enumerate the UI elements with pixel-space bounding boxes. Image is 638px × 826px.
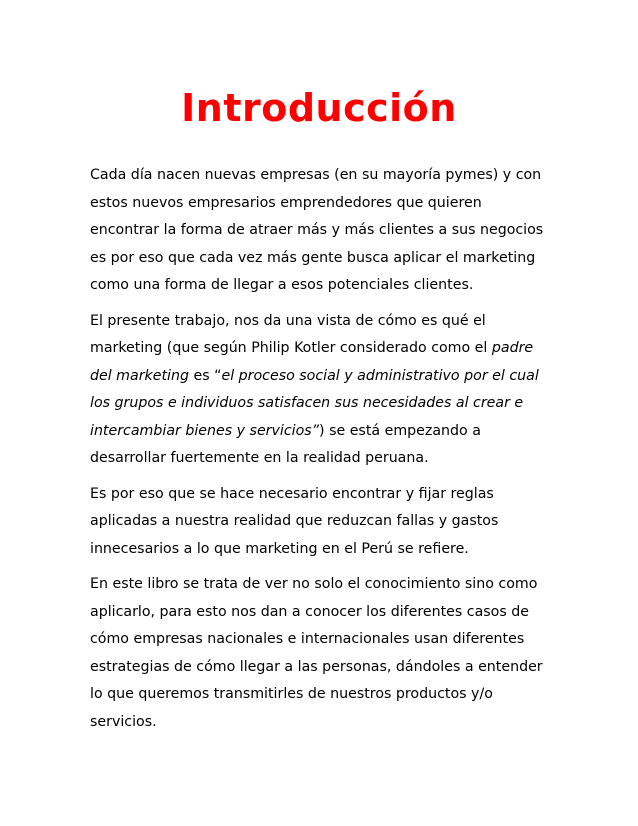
text-line: como una forma de llegar a esos potenciales clientes. xyxy=(90,277,474,293)
text-line xyxy=(90,390,560,418)
text-run: desarrollar fuertemente en la realidad peruana. xyxy=(90,450,429,466)
italic-text-run: el proceso social y administrativo por el cual xyxy=(221,367,539,384)
text-line: estrategias de cómo llegar a las personas, dándoles a entender xyxy=(90,658,543,675)
paragraph-2 xyxy=(90,308,560,473)
italic-text-run: padre xyxy=(491,340,534,356)
text-line xyxy=(90,418,560,446)
text-line xyxy=(90,308,560,336)
page-title: Introducción xyxy=(181,86,457,130)
paragraph-1 xyxy=(90,162,560,300)
text-run: marketing (que según Philip Kotler considerado como el xyxy=(90,340,492,356)
paragraph-3 xyxy=(90,481,560,564)
text-line xyxy=(90,445,560,473)
text-line: lo que queremos transmitirles de nuestros productos y/o xyxy=(90,686,493,702)
text-line: aplicadas a nuestra realidad que reduzcan fallas y gastos xyxy=(90,513,499,529)
italic-text-run: los grupos e individuos satisfacen sus necesidades al crear e xyxy=(90,395,524,411)
text-line: encontrar la forma de atraer más y más clientes a sus negocios xyxy=(90,222,544,238)
text-line: Es por eso que se hace necesario encontrar y fijar reglas xyxy=(90,485,494,502)
text-line xyxy=(90,335,560,363)
text-line: cómo empresas nacionales e internacionales usan diferentes xyxy=(90,631,525,647)
text-run: es “ xyxy=(188,367,222,384)
paragraph-4 xyxy=(90,571,560,736)
text-line xyxy=(90,363,560,391)
italic-text-run: intercambiar bienes y servicios” xyxy=(90,422,320,439)
text-run: ) se está empezando a xyxy=(319,422,481,439)
italic-text-run: del marketing xyxy=(90,367,189,384)
text-line: En este libro se trata de ver no solo el conocimiento sino como xyxy=(90,576,538,592)
text-run: El presente trabajo, nos da una vista de cómo es qué el xyxy=(90,312,486,329)
document-body xyxy=(90,162,560,736)
text-line: aplicarlo, para esto nos dan a conocer los diferentes casos de xyxy=(90,603,529,620)
text-line: servicios. xyxy=(90,713,157,730)
text-line: Cada día nacen nuevas empresas (en su mayoría pymes) y con xyxy=(90,167,542,183)
text-line: innecesarios a lo que marketing en el Perú se refiere. xyxy=(90,540,469,557)
text-line: estos nuevos empresarios emprendedores que quieren xyxy=(90,194,482,211)
text-line: es por eso que cada vez más gente busca aplicar el marketing xyxy=(90,249,536,266)
